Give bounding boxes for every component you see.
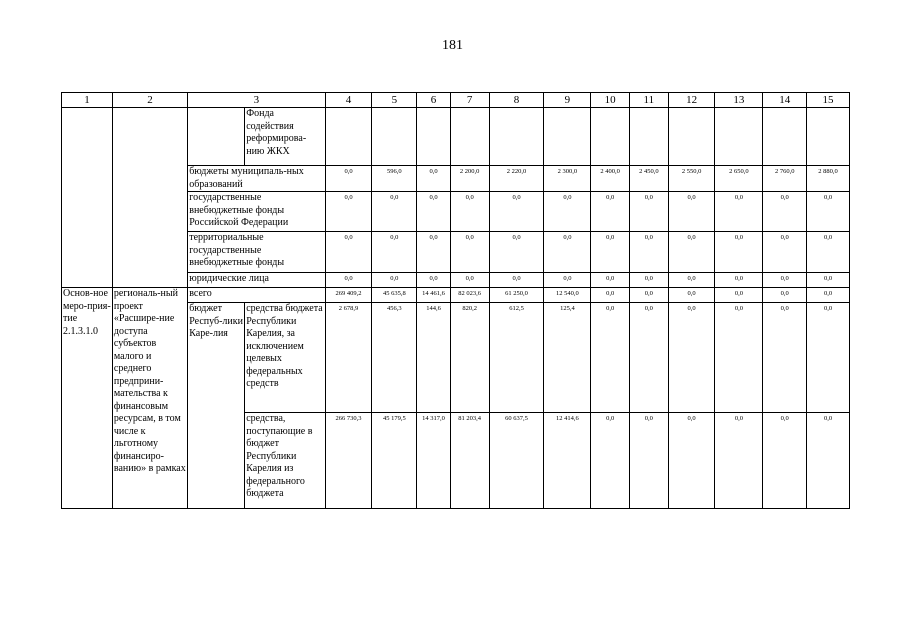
- header-row: [62, 93, 850, 108]
- value-cell: 0,0: [715, 303, 763, 413]
- header-cell: 13: [715, 93, 763, 108]
- value-cell: 0,0: [372, 273, 417, 288]
- value-cell: 82 023,6: [450, 288, 489, 303]
- value-cell: 2 220,0: [489, 166, 544, 192]
- value-cell: 0,0: [591, 288, 630, 303]
- table-row: [62, 288, 850, 303]
- value-cell: 612,5: [489, 303, 544, 413]
- value-cell: 0,0: [450, 232, 489, 273]
- value-cell: 0,0: [668, 288, 715, 303]
- value-cell: 0,0: [325, 166, 372, 192]
- value-cell: 0,0: [763, 303, 807, 413]
- header-cell: 10: [591, 93, 630, 108]
- value-cell: 0,0: [807, 303, 850, 413]
- table-row: [62, 108, 850, 166]
- value-cell: 456,3: [372, 303, 417, 413]
- value-cell: 14 317,0: [417, 413, 451, 509]
- value-cell: 0,0: [372, 192, 417, 232]
- value-cell: 0,0: [807, 288, 850, 303]
- value-cell: 0,0: [763, 413, 807, 509]
- value-cell: 0,0: [715, 192, 763, 232]
- header-cell: 6: [417, 93, 451, 108]
- value-cell: 0,0: [763, 288, 807, 303]
- value-cell: 0,0: [489, 192, 544, 232]
- value-cell: 0,0: [417, 273, 451, 288]
- value-cell: 0,0: [489, 273, 544, 288]
- value-cell: 2 760,0: [763, 166, 807, 192]
- value-cell: 0,0: [591, 413, 630, 509]
- value-cell: 596,0: [372, 166, 417, 192]
- source-label: средства бюджета Республики Карелия, за исключением целевых федеральных средств: [245, 303, 325, 413]
- value-cell: 0,0: [629, 288, 668, 303]
- value-cell: 0,0: [668, 413, 715, 509]
- value-cell: 12 540,0: [544, 288, 591, 303]
- value-cell: 0,0: [450, 273, 489, 288]
- source-label: всего: [188, 288, 325, 303]
- value-cell: 0,0: [668, 303, 715, 413]
- value-cell: 0,0: [489, 232, 544, 273]
- value-cell: 266 730,3: [325, 413, 372, 509]
- header-cell: 14: [763, 93, 807, 108]
- header-cell: 4: [325, 93, 372, 108]
- header-cell: 9: [544, 93, 591, 108]
- value-cell: 0,0: [715, 273, 763, 288]
- value-cell: 0,0: [715, 232, 763, 273]
- value-cell: 0,0: [450, 192, 489, 232]
- header-cell: 5: [372, 93, 417, 108]
- value-cell: 0,0: [807, 273, 850, 288]
- project-label: региональ-ный проект «Расшире-ние доступа субъектов малого и среднего предприни-мательства к финансовым ресурсам, в том числе к льготному финансиро-ванию» в рамках: [112, 288, 187, 509]
- value-cell: 2 550,0: [668, 166, 715, 192]
- header-cell: 3: [188, 93, 325, 108]
- value-cell: 14 461,6: [417, 288, 451, 303]
- value-cell: 0,0: [544, 273, 591, 288]
- source-label: территориальные государственные внебюджетные фонды: [188, 232, 325, 273]
- source-label: бюджеты муниципаль-ных образований: [188, 166, 325, 192]
- value-cell: 0,0: [325, 273, 372, 288]
- header-cell: 7: [450, 93, 489, 108]
- value-cell: 0,0: [325, 192, 372, 232]
- value-cell: 2 880,0: [807, 166, 850, 192]
- value-cell: 0,0: [763, 192, 807, 232]
- value-cell: 0,0: [591, 303, 630, 413]
- budget-table: [61, 92, 850, 509]
- header-cell: 2: [112, 93, 187, 108]
- event-label: Основ-ное меро-прия-тие 2.1.3.1.0: [62, 288, 113, 509]
- value-cell: 0,0: [544, 192, 591, 232]
- value-cell: 0,0: [807, 192, 850, 232]
- value-cell: 2 200,0: [450, 166, 489, 192]
- value-cell: 0,0: [763, 273, 807, 288]
- value-cell: 45 179,5: [372, 413, 417, 509]
- value-cell: 12 414,6: [544, 413, 591, 509]
- source-label: бюджет Респуб-лики Каре-лия: [188, 303, 245, 509]
- value-cell: 0,0: [668, 232, 715, 273]
- value-cell: 45 635,8: [372, 288, 417, 303]
- value-cell: 0,0: [715, 413, 763, 509]
- value-cell: 0,0: [629, 192, 668, 232]
- source-label: Фонда содействия реформирова-нию ЖКХ: [245, 108, 325, 166]
- value-cell: 0,0: [544, 232, 591, 273]
- value-cell: 0,0: [591, 273, 630, 288]
- source-label: юридические лица: [188, 273, 325, 288]
- value-cell: 0,0: [668, 192, 715, 232]
- value-cell: 0,0: [325, 232, 372, 273]
- value-cell: 0,0: [715, 288, 763, 303]
- value-cell: 0,0: [629, 413, 668, 509]
- value-cell: 81 203,4: [450, 413, 489, 509]
- value-cell: 125,4: [544, 303, 591, 413]
- value-cell: 2 450,0: [629, 166, 668, 192]
- header-cell: 12: [668, 93, 715, 108]
- page-number: 181: [442, 38, 463, 53]
- value-cell: 0,0: [629, 303, 668, 413]
- header-cell: 15: [807, 93, 850, 108]
- value-cell: 144,6: [417, 303, 451, 413]
- value-cell: 61 250,0: [489, 288, 544, 303]
- value-cell: 0,0: [591, 232, 630, 273]
- value-cell: 269 409,2: [325, 288, 372, 303]
- source-label: средства, поступающие в бюджет Республики Карелия из федерального бюджета: [245, 413, 325, 509]
- value-cell: 0,0: [668, 273, 715, 288]
- value-cell: 2 300,0: [544, 166, 591, 192]
- value-cell: 0,0: [763, 232, 807, 273]
- value-cell: 2 650,0: [715, 166, 763, 192]
- value-cell: 0,0: [417, 232, 451, 273]
- value-cell: 2 400,0: [591, 166, 630, 192]
- value-cell: 0,0: [807, 232, 850, 273]
- value-cell: 820,2: [450, 303, 489, 413]
- value-cell: 2 678,9: [325, 303, 372, 413]
- header-cell: 8: [489, 93, 544, 108]
- header-cell: 1: [62, 93, 113, 108]
- value-cell: 0,0: [807, 413, 850, 509]
- value-cell: 60 637,5: [489, 413, 544, 509]
- value-cell: 0,0: [591, 192, 630, 232]
- value-cell: 0,0: [372, 232, 417, 273]
- header-cell: 11: [629, 93, 668, 108]
- source-label: государственные внебюджетные фонды Российской Федерации: [188, 192, 325, 232]
- value-cell: 0,0: [417, 192, 451, 232]
- value-cell: 0,0: [417, 166, 451, 192]
- value-cell: 0,0: [629, 273, 668, 288]
- value-cell: 0,0: [629, 232, 668, 273]
